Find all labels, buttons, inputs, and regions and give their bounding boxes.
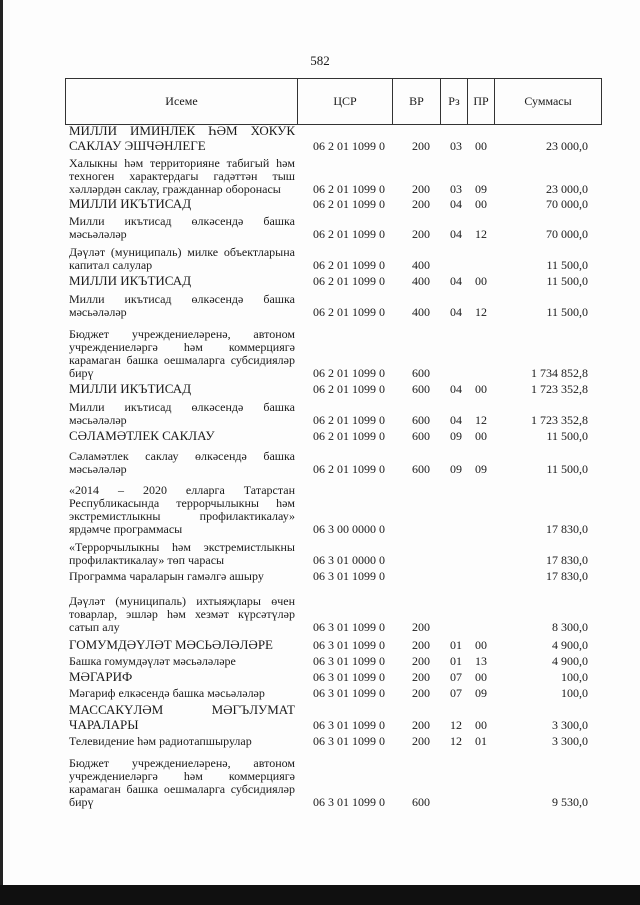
row-pr: 00	[475, 670, 487, 684]
row-pr: 01	[475, 734, 487, 748]
row-name: Мәгариф елкәсендә башка мәсьәләләр	[69, 686, 265, 700]
header-csr: ЦСР	[333, 94, 357, 108]
row-vr: 600	[412, 795, 430, 809]
table-row	[0, 323, 640, 380]
table-row	[0, 702, 640, 732]
row-name: МИЛЛИ ИКЪТИСАД	[69, 273, 192, 288]
row-vr: 400	[412, 274, 430, 288]
row-csr: 06 2 01 1099 0	[313, 462, 385, 476]
row-csr: 06 2 01 1099 0	[313, 139, 385, 153]
header-rz: Рз	[448, 94, 460, 108]
row-rz: 07	[450, 670, 462, 684]
row-pr: 00	[475, 429, 487, 443]
row-name: СӘЛАМӘТЛЕК САКЛАУ	[69, 428, 215, 443]
row-sum: 3 300,0	[552, 734, 588, 748]
row-name: Милли икътисад өлкәсендә башка мәсьәләләр	[69, 292, 295, 319]
row-sum: 70 000,0	[546, 197, 588, 211]
row-vr: 600	[412, 413, 430, 427]
table-row	[0, 654, 640, 668]
row-name: Халыкны һәм территорияне табигый һәм техноген характердагы гадәттән тыш хәлләрдән саклау, гражданнар оборонасы	[69, 156, 295, 196]
row-csr: 06 3 01 1099 0	[313, 795, 385, 809]
row-sum: 11 500,0	[546, 258, 588, 272]
table-row	[0, 125, 640, 153]
row-name: «Террорчылыкны һәм экстремистлыкны профилактикалау» төп чарасы	[69, 540, 295, 567]
scan-bottom-border	[0, 885, 640, 905]
row-rz: 04	[450, 274, 462, 288]
row-csr: 06 3 01 1099 0	[313, 620, 385, 634]
row-sum: 100,0	[561, 686, 588, 700]
table-row	[0, 754, 640, 809]
row-vr: 600	[412, 462, 430, 476]
row-sum: 17 830,0	[546, 553, 588, 567]
row-sum: 11 500,0	[546, 429, 588, 443]
row-sum: 1 734 852,8	[531, 366, 588, 380]
row-name: МИЛЛИ ИМИНЛЕК ҺӘМ ХОКУК САКЛАУ ЭШЧӘНЛЕГЕ	[69, 123, 295, 153]
row-rz: 09	[450, 429, 462, 443]
row-name: Телевидение һәм радиотапшырулар	[69, 734, 252, 748]
row-name: Милли икътисад өлкәсендә башка мәсьәләләр	[69, 400, 295, 427]
row-name: Милли икътисад өлкәсендә башка мәсьәләләр	[69, 214, 295, 241]
table-row	[0, 734, 640, 748]
row-csr: 06 3 01 1099 0	[313, 569, 385, 583]
row-name: Башка гомумдәүләт мәсьәләләре	[69, 654, 236, 668]
row-name: Сәламәтлек саклау өлкәсендә башка мәсьәләләр	[69, 449, 295, 476]
row-vr: 200	[412, 620, 430, 634]
row-csr: 06 2 01 1099 0	[313, 413, 385, 427]
header-pr: ПР	[473, 94, 489, 108]
row-pr: 00	[475, 197, 487, 211]
row-pr: 00	[475, 274, 487, 288]
row-csr: 06 2 01 1099 0	[313, 305, 385, 319]
row-rz: 01	[450, 654, 462, 668]
row-rz: 04	[450, 197, 462, 211]
table-row	[0, 401, 640, 427]
row-pr: 09	[475, 462, 487, 476]
row-csr: 06 3 01 1099 0	[313, 638, 385, 652]
table-row	[0, 670, 640, 684]
table-row	[0, 480, 640, 536]
row-vr: 200	[412, 718, 430, 732]
row-name: Бюджет учреждениеләренә, автоном учреждениеләргә һәм коммерциягә карамаган башка оешмаларга субсидияләр бирү	[69, 327, 295, 380]
row-rz: 12	[450, 734, 462, 748]
table-row	[0, 429, 640, 443]
row-vr: 200	[412, 197, 430, 211]
row-sum: 100,0	[561, 670, 588, 684]
row-pr: 09	[475, 182, 487, 196]
row-pr: 00	[475, 718, 487, 732]
row-sum: 8 300,0	[552, 620, 588, 634]
row-vr: 200	[412, 182, 430, 196]
table-row	[0, 569, 640, 583]
row-sum: 17 830,0	[546, 522, 588, 536]
row-pr: 12	[475, 413, 487, 427]
row-sum: 11 500,0	[546, 305, 588, 319]
row-rz: 12	[450, 718, 462, 732]
row-rz: 03	[450, 139, 462, 153]
row-name: МӘГАРИФ	[69, 669, 133, 684]
row-rz: 03	[450, 182, 462, 196]
row-vr: 200	[412, 654, 430, 668]
row-sum: 4 900,0	[552, 638, 588, 652]
row-vr: 600	[412, 382, 430, 396]
header-sum: Суммасы	[524, 94, 572, 108]
row-vr: 400	[412, 305, 430, 319]
row-pr: 00	[475, 638, 487, 652]
page-number: 582	[310, 53, 330, 68]
table-row	[0, 540, 640, 567]
row-sum: 70 000,0	[546, 227, 588, 241]
row-csr: 06 2 01 1099 0	[313, 429, 385, 443]
row-rz: 07	[450, 686, 462, 700]
table-row	[0, 382, 640, 396]
header-name: Исеме	[165, 94, 198, 108]
table-row	[0, 215, 640, 241]
row-csr: 06 2 01 1099 0	[313, 197, 385, 211]
row-vr: 600	[412, 429, 430, 443]
row-vr: 200	[412, 139, 430, 153]
row-csr: 06 2 01 1099 0	[313, 382, 385, 396]
row-vr: 200	[412, 686, 430, 700]
row-csr: 06 2 01 1099 0	[313, 227, 385, 241]
row-pr: 00	[475, 139, 487, 153]
row-pr: 12	[475, 227, 487, 241]
row-rz: 01	[450, 638, 462, 652]
row-sum: 1 723 352,8	[531, 382, 588, 396]
row-csr: 06 2 01 1099 0	[313, 366, 385, 380]
row-sum: 1 723 352,8	[531, 413, 588, 427]
row-name: МИЛЛИ ИКЪТИСАД	[69, 381, 192, 396]
table-row	[0, 274, 640, 288]
row-csr: 06 2 01 1099 0	[313, 274, 385, 288]
row-csr: 06 3 00 0000 0	[313, 522, 385, 536]
row-rz: 04	[450, 305, 462, 319]
row-vr: 200	[412, 638, 430, 652]
table-row	[0, 293, 640, 319]
row-vr: 200	[412, 227, 430, 241]
row-name: Программа чараларын гамәлгә ашыру	[69, 569, 264, 583]
row-vr: 400	[412, 258, 430, 272]
row-name: Дәүләт (муниципаль) милке объектларына капитал салулар	[69, 245, 295, 272]
row-rz: 04	[450, 227, 462, 241]
row-name: Бюджет учреждениеләренә, автоном учреждениеләргә һәм коммерциягә карамаган башка оешмаларга субсидияләр бирү	[69, 756, 295, 809]
row-sum: 17 830,0	[546, 569, 588, 583]
row-sum: 23 000,0	[546, 139, 588, 153]
row-csr: 06 3 01 1099 0	[313, 734, 385, 748]
row-name: ГОМУМДӘҮЛӘТ МӘСЬӘЛӘЛӘРЕ	[69, 637, 273, 652]
row-vr: 200	[412, 670, 430, 684]
table-row	[0, 636, 640, 652]
table-body	[0, 125, 640, 809]
row-rz: 04	[450, 382, 462, 396]
table-row	[0, 448, 640, 476]
row-name: Дәүләт (муниципаль) ихтыяҗлары өчен товарлар, эшләр һәм хезмәт күрсәтүләр сатып алу	[69, 594, 295, 634]
row-csr: 06 2 01 1099 0	[313, 182, 385, 196]
row-pr: 09	[475, 686, 487, 700]
row-rz: 04	[450, 413, 462, 427]
row-csr: 06 3 01 1099 0	[313, 654, 385, 668]
row-name: МИЛЛИ ИКЪТИСАД	[69, 196, 192, 211]
table-row	[0, 686, 640, 700]
row-csr: 06 3 01 1099 0	[313, 718, 385, 732]
row-pr: 13	[475, 654, 487, 668]
row-name: «2014 – 2020 елларга Татарстан Республикасында террорчылыкны һәм экстремистлыкны профилактикалау» ярдәмче программасы	[69, 483, 295, 536]
table-row	[0, 158, 640, 196]
row-vr: 200	[412, 734, 430, 748]
row-csr: 06 3 01 0000 0	[313, 553, 385, 567]
table-row	[0, 589, 640, 634]
header-vr: ВР	[409, 94, 424, 108]
row-csr: 06 2 01 1099 0	[313, 258, 385, 272]
table-row	[0, 197, 640, 211]
row-csr: 06 3 01 1099 0	[313, 670, 385, 684]
row-rz: 09	[450, 462, 462, 476]
row-sum: 4 900,0	[552, 654, 588, 668]
row-sum: 3 300,0	[552, 718, 588, 732]
row-pr: 00	[475, 382, 487, 396]
row-vr: 600	[412, 366, 430, 380]
table-row	[0, 246, 640, 272]
row-name: МАССАКҮЛӘМ МӘГЪЛУМАТ ЧАРАЛАРЫ	[69, 702, 295, 732]
row-sum: 9 530,0	[552, 795, 588, 809]
row-sum: 11 500,0	[546, 274, 588, 288]
row-csr: 06 3 01 1099 0	[313, 686, 385, 700]
row-pr: 12	[475, 305, 487, 319]
row-sum: 11 500,0	[546, 462, 588, 476]
row-sum: 23 000,0	[546, 182, 588, 196]
